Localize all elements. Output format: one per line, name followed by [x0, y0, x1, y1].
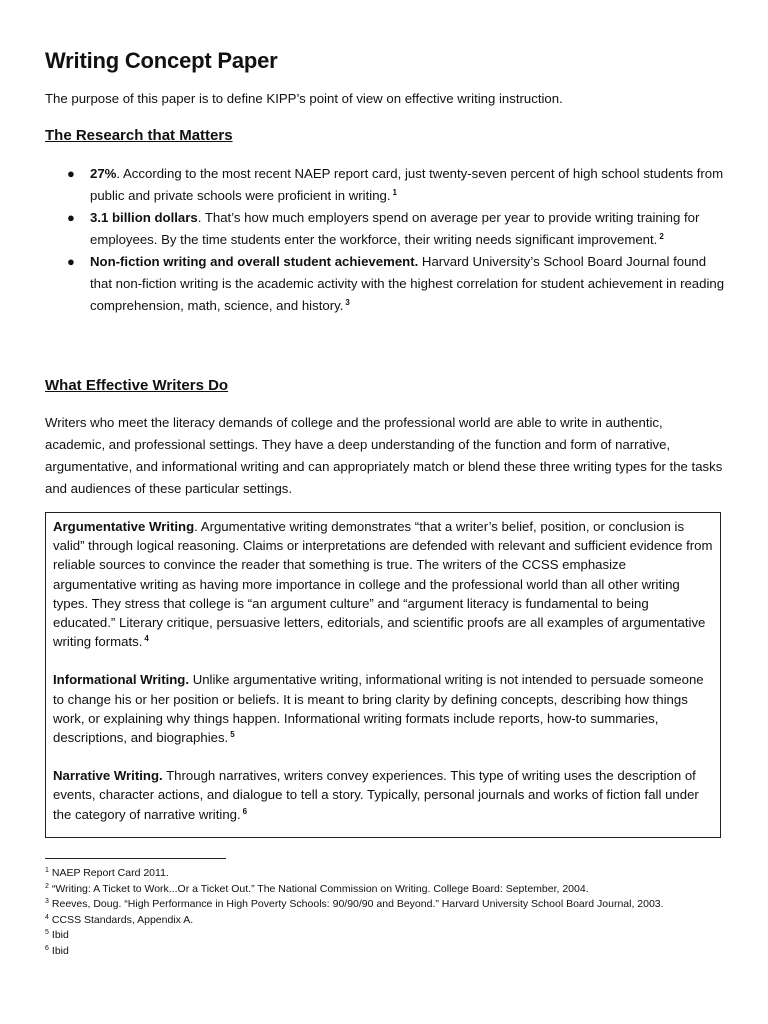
narrative-text: Through narratives, writers convey experiences. This type of writing uses the description of events, character actions, and dialogue to tell a story. Typically, personal journals and works of fiction fall under the category of narrative writing. — [53, 768, 699, 822]
footnote-item — [45, 897, 745, 913]
argumentative-paragraph — [53, 517, 713, 651]
footnote-text: Reeves, Doug. “High Performance in High Poverty Schools: 90/90/90 and Beyond.” Harvard University School Board Journal, 2003. — [51, 898, 664, 911]
bullet-icon: ● — [67, 210, 75, 225]
bullet-text: . According to the most recent NAEP report card, just twenty-seven percent of high school students from public and private schools were proficient in writing. — [90, 166, 724, 203]
footnotes — [45, 866, 745, 960]
list-item — [45, 207, 725, 251]
footnote-number: 3 — [45, 898, 49, 906]
footnote-number: 4 — [45, 913, 49, 921]
footnote-number: 1 — [45, 867, 49, 874]
informational-label: Informational Writing. — [53, 672, 190, 688]
writing-types-box — [45, 512, 721, 838]
list-item — [45, 251, 725, 317]
effective-writers-paragraph: Writers who meet the literacy demands of college and the professional world are able to write in authentic, academic, and professional settings. They have a deep understanding of the function and form of narrative, argumentative, and informational writing and can appropriately match or blend these three writing types for the tasks and audiences of these particular settings. — [45, 415, 723, 496]
footnote-item — [45, 928, 745, 944]
argumentative-text: . Argumentative writing demonstrates “that a writer’s belief, position, or conclusion is valid” through logical reasoning. Claims or interpretations are defended with relevant and sufficient evidence from reliable sources to convince the reader that something is true. The writers of the CCSS emphasize argumentative writing as having more importance in college and the professional world than all other writing types. They stress that college is “an argument culture” and “argument literacy is fundamental to being educated.” Literary critique, persuasive letters, editorials, and scientific proofs are all examples of argumentative writing formats. — [53, 519, 713, 650]
footnote-ref[interactable]: 4 — [144, 634, 149, 644]
bullet-text: Harvard University’s School Board Journal found that non-fiction writing is the academic activity with the highest correlation for student achievement in reading comprehension, math, science, and history. — [90, 254, 725, 313]
page-title: Writing Concept Paper — [45, 48, 278, 73]
footnote-text: Ibid — [51, 944, 69, 957]
informational-text: Unlike argumentative writing, informational writing is not intended to persuade someone to change his or her position or beliefs. It is meant to bring clarity by defining concepts, describing how things work, or explaining why things happen. Informational writing formats include reports, how-to summaries, descriptions, and biographies. — [53, 672, 704, 746]
footnote-number: 2 — [45, 882, 49, 890]
footnote-separator — [45, 858, 226, 859]
bullet-bold: 27% — [90, 166, 117, 181]
research-bullet-list — [45, 163, 725, 317]
footnote-ref[interactable]: 6 — [242, 806, 248, 816]
effective-writers-heading: What Effective Writers Do — [45, 377, 229, 394]
footnote-number: 5 — [45, 929, 49, 937]
footnote-text: CCSS Standards, Appendix A. — [51, 913, 194, 926]
footnote-text: “Writing: A Ticket to Work...Or a Ticket Out.” The National Commission on Writing. College Board: September, 2004. — [51, 882, 589, 895]
footnote-text: Ibid — [51, 929, 69, 942]
footnote-item — [45, 866, 745, 882]
footnote-item — [45, 882, 745, 898]
footnote-text: NAEP Report Card 2011. — [51, 867, 169, 879]
footnote-item — [45, 913, 745, 929]
footnote-ref[interactable]: 5 — [230, 730, 235, 740]
argumentative-label: Argumentative Writing — [53, 519, 195, 534]
footnote-item — [45, 944, 745, 960]
list-item — [45, 163, 725, 207]
narrative-label: Narrative Writing. — [53, 768, 163, 784]
intro-text: The purpose of this paper is to define KIPP’s point of view on effective writing instruction. — [45, 91, 563, 106]
footnote-ref[interactable]: 3 — [345, 298, 350, 307]
footnote-ref[interactable]: 2 — [659, 232, 664, 241]
footnote-number: 6 — [45, 944, 49, 952]
footnote-ref[interactable]: 1 — [392, 188, 397, 197]
bullet-bold: 3.1 billion dollars — [90, 210, 198, 225]
research-heading: The Research that Matters — [45, 127, 233, 144]
bullet-icon: ● — [67, 166, 75, 181]
informational-paragraph — [53, 670, 713, 747]
bullet-icon: ● — [67, 254, 75, 269]
bullet-text: . That’s how much employers spend on average per year to provide writing training for employees. By the time students enter the workforce, their writing needs significant improvement. — [90, 210, 700, 247]
narrative-paragraph — [53, 766, 713, 824]
bullet-bold: Non-fiction writing and overall student achievement. — [90, 254, 419, 269]
